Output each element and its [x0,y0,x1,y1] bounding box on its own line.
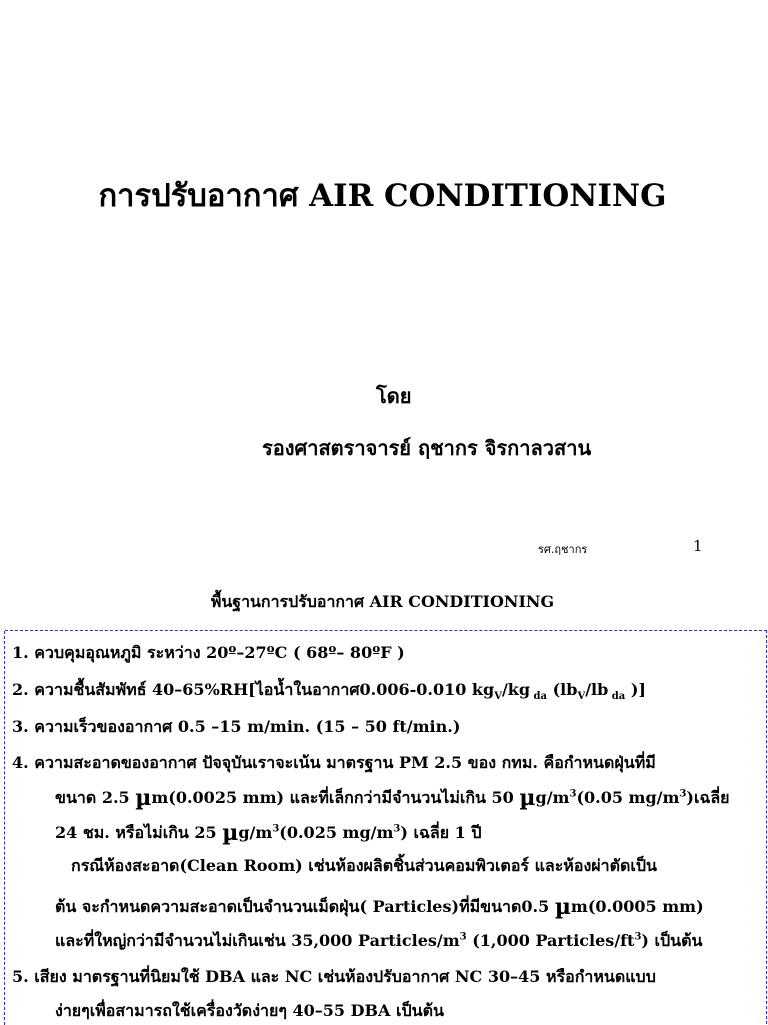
page-number: 1 [693,537,703,555]
list-item-cleanliness-line5 [55,895,704,920]
item-text: 3. ความเร็วของอากาศ 0.5 –15 m/min. (15 – 50 ft/min.) [12,717,461,736]
list-item-cleanliness-line1 [12,751,656,776]
slide-title: การปรับอากาศ AIR CONDITIONING [98,178,667,214]
item-text: 2. ความชื้นสัมพัทธ์ 40–65%RH[ไอน้ำในอากาศ0.006-0.010 kg [12,680,495,699]
list-item-temperature [12,641,405,666]
list-item-noise-line2 [55,999,444,1024]
superscript: 3 [272,823,280,835]
list-item-cleanliness-line6 [55,929,702,954]
item-text: ง่ายๆเพื่อสามารถใช้เครื่องวัดง่ายๆ 40–55 DBA เป็นต้น [55,1001,444,1020]
item-text: และที่ใหญ่กว่ามีจำนวนไม่เกินเช่น 35,000 Particles/m [55,931,460,950]
item-text: m(0.0025 mm) และที่เล็กกว่ามีจำนวนไม่เกิน 50 [151,788,520,807]
micro-symbol: µ [554,894,571,920]
content-frame [5,630,767,1024]
sub-da: da [608,691,626,703]
item-text: ) เป็นต้น [641,931,703,950]
sub-v: V [494,691,502,703]
micro-symbol: µ [135,785,152,811]
item-text: )เฉลี่ย [686,788,730,807]
superscript: 3 [393,823,401,835]
list-item-velocity [12,715,460,740]
item-text: (lb [547,680,578,699]
item-text: (1,000 Particles/ft [466,931,635,950]
list-item-cleanliness-line2 [55,786,730,811]
section-title: พื้นฐานการปรับอากาศ AIR CONDITIONING [210,592,555,611]
item-text: ขนาด 2.5 [55,788,136,807]
superscript: 3 [569,788,577,800]
micro-symbol: µ [519,785,536,811]
item-text: 1. ควบคุมอุณหภูมิ ระหว่าง 20º–27ºC ( 68º– 80ºF ) [12,643,405,662]
list-item-cleanliness-line4 [71,854,657,879]
superscript: 3 [459,931,467,943]
item-text: g/m [535,788,570,807]
item-text: 24 ชม. หรือไม่เกิน 25 [55,823,223,842]
author-name: รองศาสตราจารย์ ฤชากร จิรกาลวสาน [262,436,592,460]
list-item-humidity [12,678,646,703]
micro-symbol: µ [222,820,239,846]
item-text: m(0.0005 mm) [570,897,704,916]
footer-author: รศ.ฤชากร [538,543,588,556]
item-text: g/m [238,823,273,842]
item-text: กรณีห้องสะอาด(Clean Room) เช่นห้องผลิตชิ้นส่วนคอมพิวเตอร์ และห้องผ่าตัดเป็น [71,856,657,875]
item-text: (0.025 mg/m [279,823,394,842]
list-item-noise-line1 [12,965,656,990]
item-text: 4. ความสะอาดของอากาศ ปัจจุบันเราจะเน้น มาตรฐาน PM 2.5 ของ กทม. คือกำหนดฝุ่นที่มี [12,753,656,772]
sub-da: da [530,691,548,703]
item-text: )] [625,680,646,699]
by-label: โดย [376,384,412,408]
sub-v: V [577,691,586,703]
item-text: /lb [585,680,609,699]
superscript: 3 [634,931,642,943]
superscript: 3 [679,788,687,800]
item-text: /kg [501,680,531,699]
item-text: (0.05 mg/m [576,788,680,807]
item-text: ) เฉลี่ย 1 ปี [400,823,482,842]
item-text: ต้น จะกำหนดความสะอาดเป็นจำนวนเม็ดฝุ่น( Particles)ที่มีขนาด0.5 [55,897,555,916]
list-item-cleanliness-line3 [55,821,482,846]
item-text: 5. เสียง มาตรฐานที่นิยมใช้ DBA และ NC เช่นห้องปรับอากาศ NC 30–45 หรือกำหนดแบบ [12,967,656,986]
